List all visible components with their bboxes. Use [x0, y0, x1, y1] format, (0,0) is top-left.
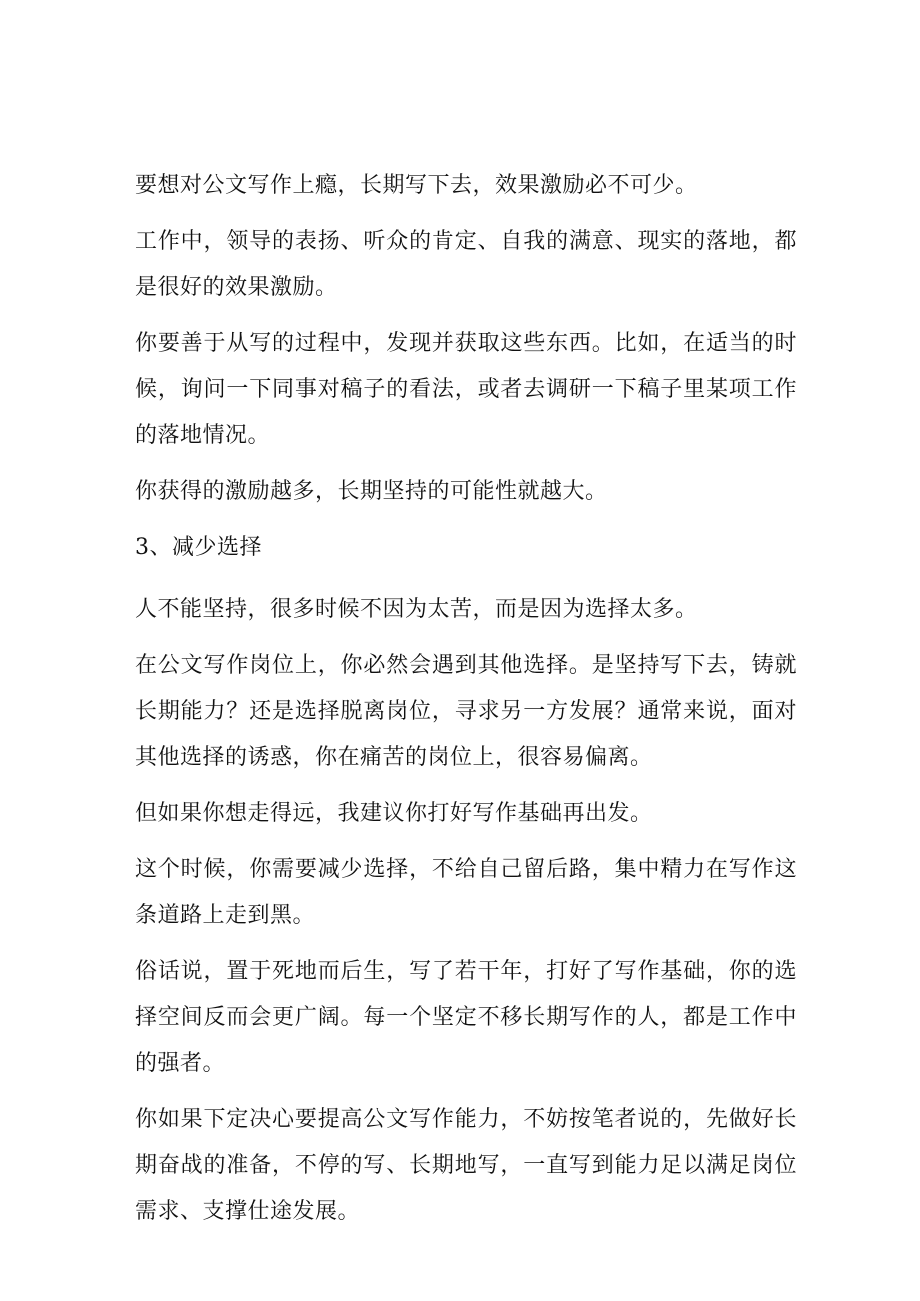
paragraph-8: 这个时候，你需要减少选择，不给自己留后路，集中精力在写作这条道路上走到黑。: [135, 857, 797, 928]
paragraph-1: 要想对公文写作上瘾，长期写下去，效果激励必不可少。: [135, 173, 698, 198]
paragraph-3: 你要善于从写的过程中，发现并获取这些东西。比如，在适当的时候，询问一下同事对稿子的看法，或者去调研一下稿子里某项工作的落地情况。: [135, 331, 797, 448]
paragraph-10: 你如果下定决心要提高公文写作能力，不妨按笔者说的，先做好长期奋战的准备，不停的写、长期地写，一直写到能力足以满足岗位需求、支撑仕途发展。: [135, 1107, 797, 1224]
paragraph-4: 你获得的激励越多，长期坚持的可能性就越大。: [135, 479, 608, 504]
paragraph-6: 在公文写作岗位上，你必然会遇到其他选择。是坚持写下去，铸就长期能力？还是选择脱离岗位，寻求另一方发展？通常来说，面对其他选择的诱惑，你在痛苦的岗位上，很容易偏离。: [135, 653, 797, 770]
paragraph-5: 人不能坚持，很多时候不因为太苦，而是因为选择太多。: [135, 597, 698, 622]
paragraph-7: 但如果你想走得远，我建议你打好写作基础再出发。: [135, 801, 653, 826]
document-body: [135, 163, 797, 1245]
section-heading: 3、减少选择: [135, 535, 262, 560]
paragraph-2: 工作中，领导的表扬、听众的肯定、自我的满意、现实的落地，都是很好的效果激励。: [135, 229, 797, 300]
paragraph-9: 俗话说，置于死地而后生，写了若干年，打好了写作基础，你的选择空间反而会更广阔。每一个坚定不移长期写作的人，都是工作中的强者。: [135, 959, 797, 1076]
